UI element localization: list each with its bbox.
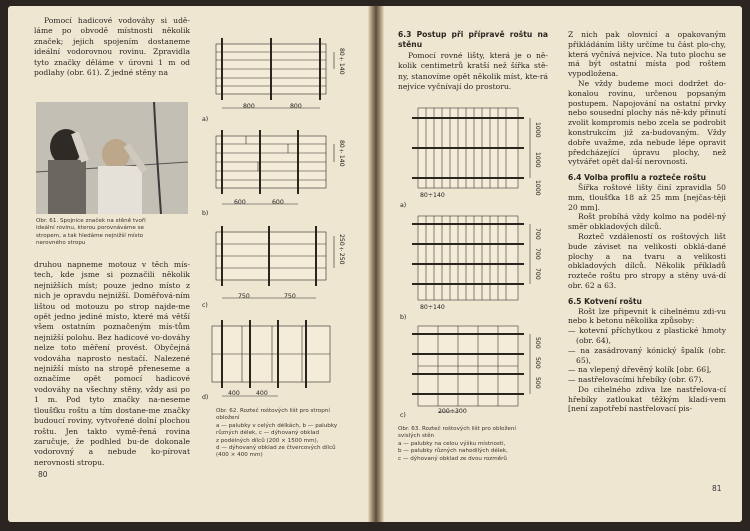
subfigure-letter: b): [202, 210, 209, 217]
dimension-label: 500: [534, 357, 541, 369]
paragraph-text: Pomocí hadicové vodováhy si udě-láme po obvodě místnosti několik značek; jejich spojením dostaneme ideální vodorovnou rovinu. Zpravidla tyto značky děláme v úrovni 1 m od podlahy (obr. 61). Z jedné stěny na: [34, 16, 190, 78]
caption-figure-63: [398, 426, 558, 463]
subfigure-letter: b): [400, 314, 407, 321]
figure-63: [398, 104, 558, 422]
left-body-paragraph: [34, 260, 190, 468]
paragraph-text: Ne vždy budeme moci dodržet do-konalou rovinu, určenou popsaným postupem. Napojování na ostatní prvky nebo sousední plochy nás ně-kdy přinutí zvolit kompromis nebo zcela se podrobit konstrukcím již za-budovaným. Vždy dobře uvažme, zda nebude lépe opravit předcházející úpravu plochy, než vytvářet opět dal-ší nerovnosti.: [568, 78, 726, 167]
dimension-label: 500: [534, 337, 541, 349]
dimension-label: 80÷140: [338, 48, 345, 75]
section-6-3: [398, 30, 548, 92]
dimension-label: 1000: [534, 152, 541, 168]
dimension-label: 800: [290, 103, 302, 110]
caption-line: ideální rovinu, kterou porovnáváme se: [36, 225, 144, 232]
caption-line: d — dýhovaný obklad ze čtvercových dílců: [216, 445, 336, 452]
dimension-label: 200÷300: [438, 408, 467, 415]
dimension-label: 700: [534, 268, 541, 280]
caption-line: obložení: [216, 415, 240, 422]
paragraph-text: Rozteč vzdáleností os roštových lišt bude záviset na velikosti obklá-dané plochy a na tvaru a velikosti obkladových dílců. Několik příkladů rozteče roštu pro stropy a stěny uvá-dí obr. 62 a 63.: [568, 231, 726, 290]
subfigure-letter: a): [202, 116, 209, 123]
subfigure-letter: c): [202, 302, 208, 309]
caption-line: (400 × 400 mm): [216, 452, 263, 459]
page-number: 81: [712, 484, 722, 493]
caption-line: stropem, a tak hledáme nejnižší místo: [36, 232, 144, 239]
paragraph-text: Z nich pak olovnicí a opakovaným přikládáním lišty určíme tu část plo-chy, která vyčnívá nejvíce. Na tuto plochu se má být ostatní místa pod roštem vypodložena.: [568, 30, 726, 79]
caption-figure-61: [36, 218, 191, 248]
left-top-paragraph: [34, 16, 190, 78]
dimension-label: 750: [284, 293, 296, 300]
page-number: 80: [38, 470, 48, 479]
caption-line: c — dýhovaný obklad ze dvou rozměrů: [398, 455, 507, 462]
dimension-label: 600: [234, 199, 246, 206]
paragraph-text: Rošt probíhá vždy kolmo na podél-ný směr obkladových dílců.: [568, 212, 726, 232]
paragraph-text: Šířka roštové lišty činí zpravidla 50 mm, tloušťka 18 až 25 mm [nejčas-těji 20 mm].: [568, 182, 726, 212]
dimension-label: 700: [534, 228, 541, 240]
left-page: [8, 6, 374, 522]
caption-line: svislých stěn: [398, 433, 435, 440]
caption-line: a — palubky na celou výšku místnosti,: [398, 440, 506, 447]
section-heading: 6.5 Kotvení roštu: [568, 296, 642, 306]
anchoring-methods-list: [568, 326, 726, 385]
caption-line: z podélných dílců (200 × 1500 mm),: [216, 437, 319, 444]
dimension-label: 500: [534, 377, 541, 389]
paragraph-text: Pomocí rovné lišty, která je o ně-kolik centimetrů kratší než šířka stě-ny, stanovíme opět několik míst, kte-rá nejvíce vyčnívají do prostoru.: [398, 50, 548, 92]
dimension-label: 80÷140: [420, 192, 445, 199]
subfigure-letter: d): [202, 394, 209, 401]
caption-line: Obr. 61. Spojnice značek na stěně tvoří: [36, 218, 146, 224]
book-spread: [8, 6, 742, 522]
caption-line: různých délek, c — dýhovaný obklad: [216, 430, 319, 437]
caption-line: a — palubky v celých délkách, b — palubky: [216, 422, 338, 429]
dimension-label: 700: [534, 248, 541, 260]
list-item: — kotevní příchytkou z plastické hmoty (obr. 64),: [568, 326, 726, 345]
section-heading: 6.4 Volba profilu a rozteče roštu: [568, 173, 707, 183]
list-item: — nastřelovacími hřebíky (obr. 67).: [568, 375, 704, 385]
list-item: — na vlepený dřevěný kolík [obr. 66],: [568, 365, 712, 375]
list-item: — na zasádrovaný kónický špalík (obr. 65),: [568, 345, 726, 365]
caption-line: nerovného stropu: [36, 240, 86, 247]
paragraph-text: Do cihelného zdiva lze nastřelova-cí hřebíky zatloukat těžkým kladi-vem [není zapotřebí nastřelovací pis-: [568, 384, 726, 414]
dimension-label: 600: [272, 199, 284, 206]
dimension-label: 80÷140: [338, 140, 345, 167]
dimension-label: 750: [238, 293, 250, 300]
dimension-label: 800: [243, 103, 255, 110]
dimension-label: 80÷140: [420, 304, 445, 311]
dimension-label: 250÷250: [338, 234, 345, 265]
right-page: [376, 6, 742, 522]
paragraph-text: druhou napneme motouz v těch mís-tech, kde jsme si poznačili několik nejnižších míst; pouze jedno místo z nich je opravdu nejnižší. Doměřová-ním lištou od motouzu po strop najde-me opět jedno jediné místo, které má větší všem ostatním poznačeným mís-tům nejnižší polohu. Bez hadicové vo-dováhy nelze toto měření provést. Obyčejná vodováha naprosto nestačí. Nalezené nejnižší místo na stropě přeneseme a označíme opět pomocí hadicové vodováhy na všechny stěny, vždy asi po 1 m. Pod tyto značky na-neseme tloušťku roštu a tím dostane-me značky budoucí roviny, vytvořené dolní plochou roštu. Jen takto vymě-řená rovina zaručuje, že podhled bu-de dokonale vodorovný a nebude ko-pírovat nerovnosti stropu.: [34, 260, 190, 467]
dimension-label: 1000: [534, 180, 541, 196]
subfigure-letter: a): [400, 202, 407, 209]
right-column-2: [568, 30, 726, 414]
caption-line: Obr. 62. Rozteč roštových lišt pro stropní: [216, 408, 330, 414]
caption-line: Obr. 63. Rozteč roštových lišt pro obložení: [398, 426, 516, 432]
paragraph-text: Rošt lze připevnit k cihelnému zdi-vu nebo k betonu několika způsoby:: [568, 306, 726, 326]
photo-figure-61: [36, 102, 188, 214]
subfigure-letter: c): [400, 412, 406, 419]
section-heading: 6.3 Postup při přípravě roštu na stěnu: [398, 30, 548, 50]
figure-62: [198, 36, 358, 408]
dimension-label: 400: [228, 390, 240, 397]
caption-line: b — palubky různých nahodilých délek,: [398, 448, 508, 455]
dimension-label: 400: [256, 390, 268, 397]
caption-figure-62: [216, 408, 366, 460]
dimension-label: 1000: [534, 122, 541, 138]
